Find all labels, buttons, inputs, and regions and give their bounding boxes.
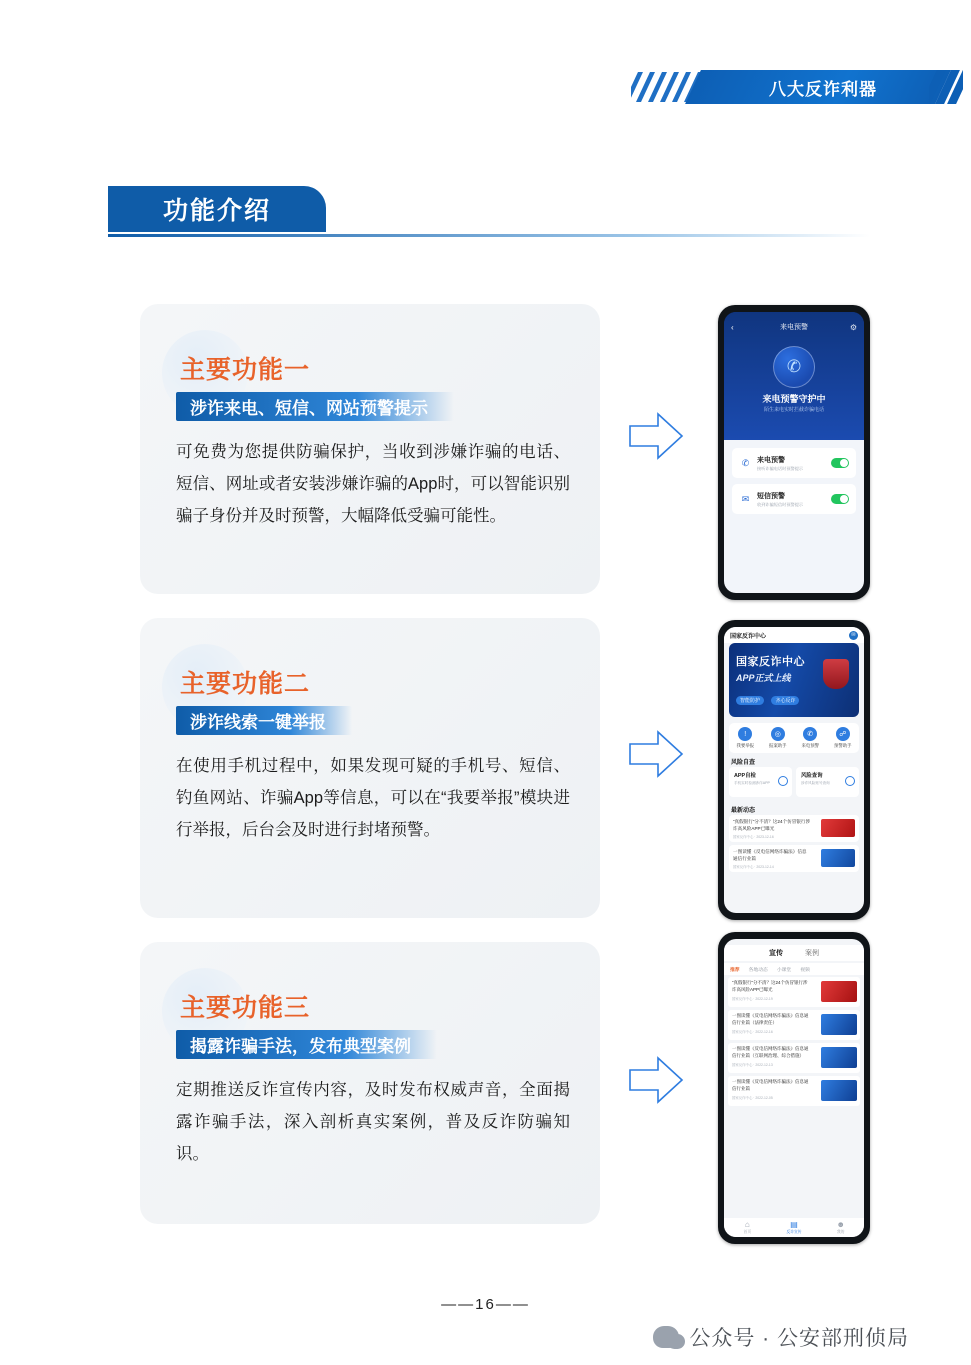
toggle-switch[interactable] bbox=[831, 494, 849, 504]
header-tail-decoration bbox=[929, 70, 963, 104]
news-text: 一图读懂《反电信网络诈骗法》信息通信行业篇 bbox=[733, 849, 807, 861]
section-title-wrap bbox=[108, 186, 326, 232]
phone1-hero-title: 来电预警守护中 bbox=[762, 394, 826, 404]
article-thumbnail bbox=[821, 1047, 857, 1068]
report-icon: ! bbox=[738, 727, 752, 741]
nav-label: 反诈宣传 bbox=[786, 1230, 802, 1234]
quick-action-warning[interactable] bbox=[827, 723, 860, 753]
row-desc: 收到诈骗短信时预警提示 bbox=[757, 501, 804, 507]
nav-label: 我的 bbox=[836, 1230, 845, 1234]
phone2-risk-cards bbox=[729, 767, 859, 797]
phone-mockup-3 bbox=[718, 932, 870, 1244]
phone-icon: ✆ bbox=[803, 727, 817, 741]
article-meta: 国家反诈中心 · 2022-12-13 bbox=[732, 1063, 773, 1068]
quick-action-call-alert[interactable] bbox=[794, 723, 827, 753]
footer-brand-text: 公众号 · 公安部刑侦局 bbox=[689, 1327, 909, 1350]
chevron-left-icon[interactable]: ‹ bbox=[731, 322, 734, 332]
phone2-appbar bbox=[724, 627, 864, 643]
megaphone-icon: ▤ bbox=[790, 1220, 798, 1229]
risk-title: 风险查询 bbox=[801, 773, 823, 779]
feature-card-2 bbox=[140, 618, 600, 918]
phone2-news-list bbox=[729, 815, 859, 909]
article-text: 一图读懂《反电信网络诈骗法》信息通信行业篇（互联网治理、综合措施） bbox=[732, 1046, 809, 1058]
feature-heading: 主要功能三 bbox=[180, 994, 311, 1022]
user-icon: ☻ bbox=[836, 1220, 845, 1229]
phone-mockup-1 bbox=[718, 305, 870, 600]
header-banner bbox=[631, 66, 971, 108]
article-text: “真假银行”分不清？这24个仿冒银行涉诈高风险APP已曝光 bbox=[732, 980, 808, 992]
quick-action-case[interactable] bbox=[762, 723, 795, 753]
phone2-risk-title: 风险自查 bbox=[731, 760, 756, 766]
subtab-class[interactable]: 小课堂 bbox=[776, 967, 792, 973]
row-desc: 接听诈骗电话时预警提示 bbox=[757, 465, 804, 471]
article-thumbnail bbox=[821, 1080, 857, 1101]
feature-heading: 主要功能二 bbox=[180, 670, 311, 698]
article-thumbnail bbox=[821, 981, 857, 1002]
row-title: 来电预警 bbox=[757, 456, 785, 464]
section-title: 功能介绍 bbox=[108, 186, 326, 232]
feature-card-3 bbox=[140, 942, 600, 1224]
article-thumbnail bbox=[821, 1014, 857, 1035]
quick-label: 预警助手 bbox=[833, 743, 852, 748]
hero-title: 国家反诈中心 bbox=[736, 656, 805, 668]
phone-shield-icon: ✆ bbox=[773, 346, 815, 388]
risk-title: APP自检 bbox=[734, 773, 756, 779]
page-number: ——16—— bbox=[441, 1296, 530, 1313]
phone1-nav-title: 来电预警 bbox=[780, 324, 808, 331]
message-icon[interactable]: ✉ bbox=[849, 631, 858, 640]
bell-icon: ☍ bbox=[836, 727, 850, 741]
phone1-screen bbox=[724, 312, 864, 593]
news-meta: 国家反诈中心 · 2023-12-16 bbox=[733, 835, 774, 839]
phone2-quick-actions bbox=[729, 723, 859, 753]
article-meta: 国家反诈中心 · 2022-12-19 bbox=[732, 997, 773, 1002]
phone1-hero-graphic bbox=[724, 342, 864, 388]
home-icon: ⌂ bbox=[744, 1220, 750, 1229]
nav-label: 首页 bbox=[743, 1230, 752, 1234]
section-underline bbox=[108, 234, 870, 237]
phone3-subtabs bbox=[724, 963, 864, 975]
phone-mockup-2 bbox=[718, 620, 870, 920]
search-icon bbox=[845, 776, 855, 786]
article-meta: 国家反诈中心 · 2022-12-16 bbox=[732, 1030, 773, 1035]
hero-tag: 齐心反诈 bbox=[771, 696, 799, 705]
tab-cases[interactable]: 案例 bbox=[805, 950, 819, 957]
risk-desc: 手机实时检测涉诈APP bbox=[734, 781, 770, 785]
quick-action-report[interactable] bbox=[729, 723, 762, 753]
phone-icon: ✆ bbox=[741, 457, 750, 468]
list-item[interactable] bbox=[729, 845, 859, 872]
nav-home[interactable] bbox=[724, 1220, 771, 1235]
arrow-right-icon bbox=[628, 410, 684, 462]
phone3-tabs bbox=[724, 945, 864, 961]
feature-heading: 主要功能一 bbox=[180, 356, 311, 384]
feature-body: 在使用手机过程中，如果发现可疑的手机号、短信、钓鱼网站、诈骗App等信息，可以在“我要举报”模块进行举报，后台会及时进行封堵预警。 bbox=[176, 757, 570, 839]
risk-desc: 涉诈风险账号查询 bbox=[801, 781, 830, 785]
list-item[interactable] bbox=[728, 1010, 860, 1040]
list-item[interactable] bbox=[728, 1076, 860, 1106]
nav-profile[interactable] bbox=[817, 1220, 864, 1235]
tab-propaganda[interactable]: 宣传 bbox=[769, 950, 783, 957]
phone2-screen bbox=[724, 627, 864, 913]
feature-body: 定期推送反诈宣传内容，及时发布权威声音，全面揭露诈骗手法，深入剖析真实案例，普及反诈防骗知识。 bbox=[176, 1081, 570, 1163]
footer-brand bbox=[653, 1322, 909, 1352]
news-thumbnail bbox=[821, 819, 855, 837]
list-item[interactable] bbox=[728, 977, 860, 1007]
phone3-screen bbox=[724, 939, 864, 1237]
arrow-right-icon bbox=[628, 728, 684, 780]
risk-card-risk-query[interactable] bbox=[796, 767, 859, 797]
phone1-row-sms-alert[interactable] bbox=[732, 484, 856, 514]
phone3-article-list bbox=[728, 977, 860, 1217]
phone1-navbar bbox=[724, 320, 864, 334]
header-title: 八大反诈利器 bbox=[769, 79, 877, 99]
subtab-video[interactable]: 视频 bbox=[800, 967, 810, 973]
phone2-news-title: 最新动态 bbox=[731, 808, 756, 814]
quick-label: 来电预警 bbox=[801, 743, 820, 748]
shield-icon bbox=[823, 659, 849, 689]
feature-body: 可免费为您提供防骗保护，当收到涉嫌诈骗的电话、短信、网址或者安装涉嫌诈骗的App时，可以智能识别骗子身份并及时预警，大幅降低受骗可能性。 bbox=[176, 443, 570, 525]
subtab-recommend[interactable]: 推荐 bbox=[730, 967, 740, 973]
article-text: 一图读懂《反电信网络诈骗法》信息通信行业篇（法律责任） bbox=[732, 1013, 809, 1025]
phone1-row-call-alert[interactable] bbox=[732, 448, 856, 478]
hero-subtitle: APP正式上线 bbox=[736, 673, 791, 683]
news-text: “真假银行”分不清？这24个仿冒银行涉诈高风险APP已曝光 bbox=[733, 819, 811, 831]
arrow-right-icon bbox=[628, 1054, 684, 1106]
phone3-bottom-nav bbox=[724, 1218, 864, 1237]
message-icon: ✉ bbox=[741, 493, 750, 504]
feature-subtitle: 涉诈来电、短信、网站预警提示 bbox=[176, 392, 454, 421]
list-item[interactable] bbox=[729, 815, 859, 842]
gear-icon[interactable]: ⚙ bbox=[849, 322, 857, 332]
hero-tag: 智能防护 bbox=[736, 696, 764, 705]
toggle-switch[interactable] bbox=[831, 458, 849, 468]
quick-label: 我要举报 bbox=[736, 743, 755, 748]
phone1-hero-sub: 陌生来电实时拦截诈骗电话 bbox=[763, 407, 824, 413]
row-title: 短信预警 bbox=[757, 492, 785, 500]
nav-propaganda[interactable] bbox=[771, 1220, 818, 1235]
shield-icon: ◎ bbox=[771, 727, 785, 741]
phone2-app-name: 国家反诈中心 bbox=[730, 633, 767, 640]
feature-card-1 bbox=[140, 304, 600, 594]
phone2-hero-banner[interactable] bbox=[729, 643, 859, 717]
feature-subtitle: 涉诈线索一键举报 bbox=[176, 706, 352, 735]
feature-subtitle: 揭露诈骗手法，发布典型案例 bbox=[176, 1030, 437, 1059]
wechat-icon bbox=[653, 1326, 679, 1348]
article-text: 一图读懂《反电信网络诈骗法》信息通信行业篇 bbox=[732, 1079, 809, 1091]
risk-card-app-check[interactable] bbox=[729, 767, 792, 797]
scan-icon bbox=[778, 776, 788, 786]
subtab-local[interactable]: 各地动态 bbox=[748, 967, 768, 973]
list-item[interactable] bbox=[728, 1043, 860, 1073]
news-thumbnail bbox=[821, 849, 855, 867]
news-meta: 国家反诈中心 · 2023-12-14 bbox=[733, 865, 774, 869]
quick-label: 报案助手 bbox=[768, 743, 787, 748]
article-meta: 国家反诈中心 · 2022-12-05 bbox=[732, 1096, 773, 1101]
